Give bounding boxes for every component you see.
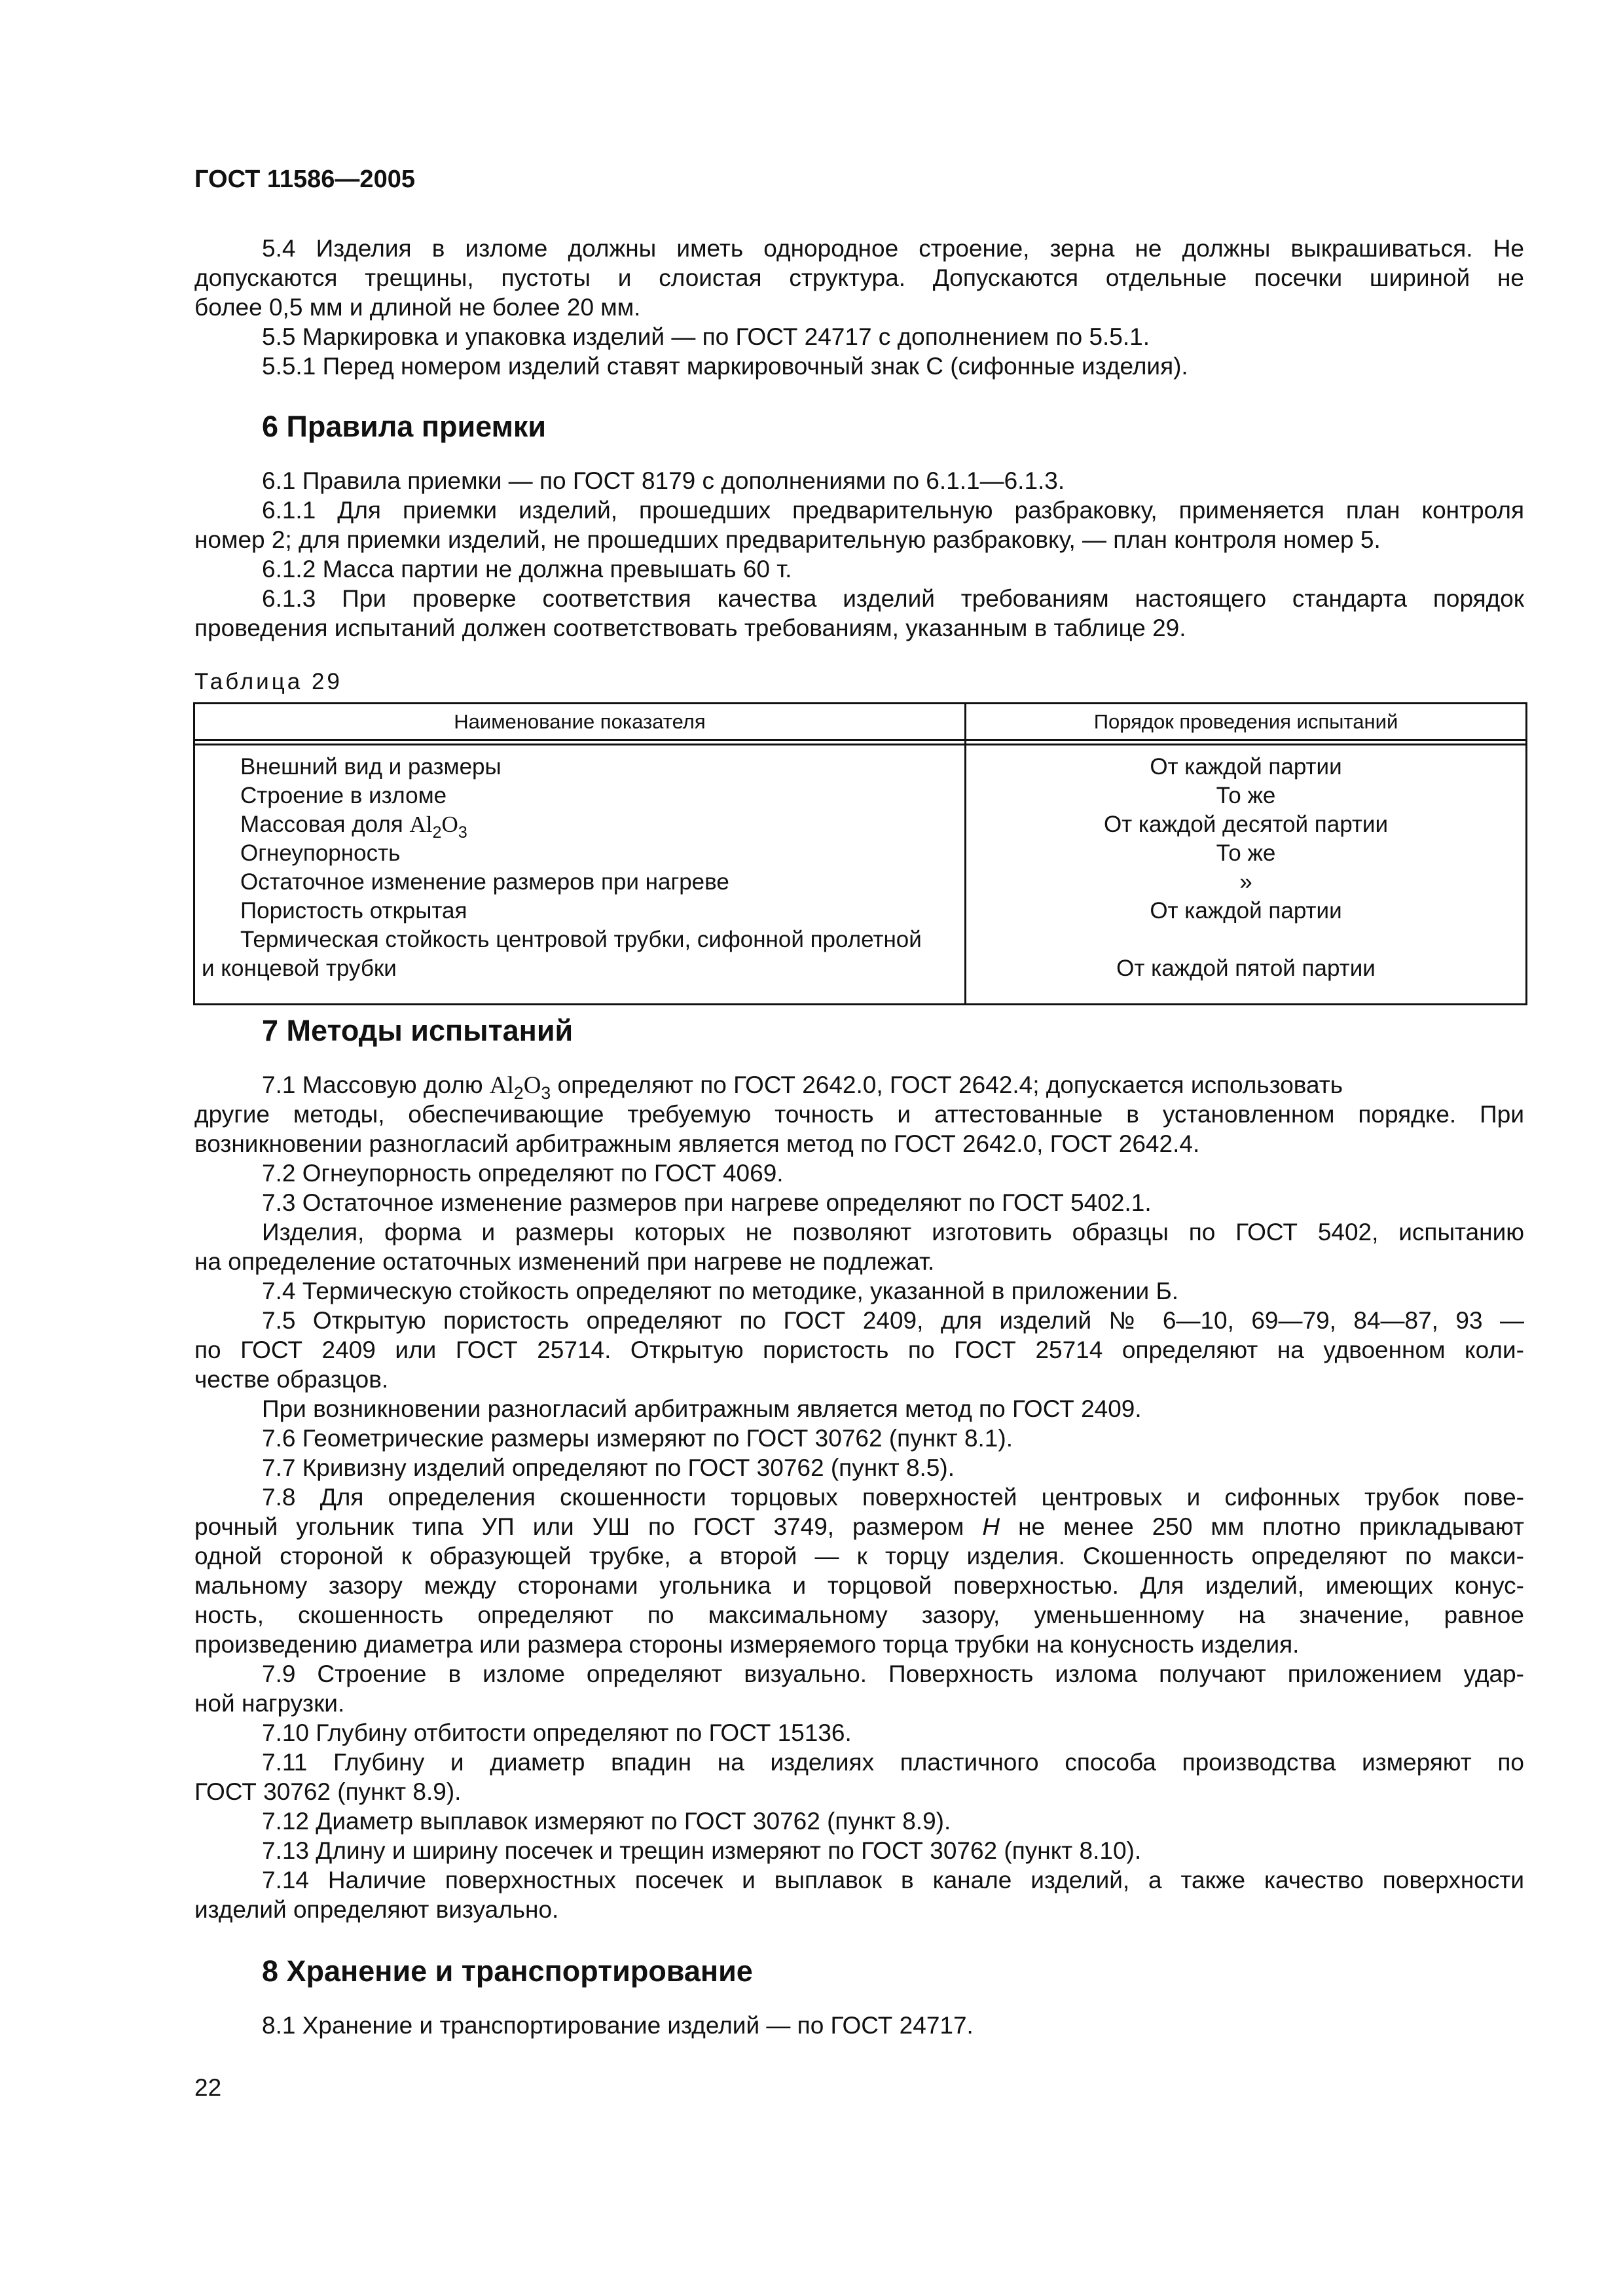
- table-right-border: [1525, 702, 1527, 1005]
- table-row-3-name-text: Массовая доля: [240, 812, 410, 837]
- paragraph-7-11-line1: 7.11 Глубину и диаметр впадин на изделиях пластичного способа производства измеряют по: [262, 1749, 1524, 1776]
- paragraph-7-8-text-b: не менее 250 мм плотно прикладывают: [1000, 1513, 1524, 1540]
- paragraph-7-12: 7.12 Диаметр выплавок измеряют по ГОСТ 30762 (пункт 8.9).: [262, 1808, 951, 1835]
- table-top-border: [193, 702, 1527, 704]
- paragraph-6-1-2: 6.1.2 Масса партии не должна превышать 60 т.: [262, 556, 792, 583]
- paragraph-7-8-line1: 7.8 Для определения скошенности торцовых поверхностей центровых и сифонных трубок пове-: [262, 1484, 1524, 1511]
- paragraph-7-8-line3: одной стороной к образующей трубке, а второй — к торцу изделия. Скошенность определяют по макси-: [194, 1543, 1524, 1570]
- paragraph-7-8-line2: [194, 1513, 1524, 1541]
- paragraph-7-13: 7.13 Длину и ширину посечек и трещин измеряют по ГОСТ 30762 (пункт 8.10).: [262, 1837, 1142, 1864]
- paragraph-7-3: 7.3 Остаточное изменение размеров при нагреве определяют по ГОСТ 5402.1.: [262, 1189, 1152, 1216]
- paragraph-7-14-line2: изделий определяют визуально.: [194, 1896, 559, 1923]
- table-row-5-order: »: [1239, 869, 1252, 895]
- table-row-3-order: От каждой десятой партии: [1103, 812, 1389, 837]
- paragraph-7-5-line2: по ГОСТ 2409 или ГОСТ 25714. Открытую пористость по ГОСТ 25714 определяют на удвоенном коли-: [194, 1336, 1524, 1363]
- paragraph-7-4: 7.4 Термическую стойкость определяют по методике, указанной в приложении Б.: [262, 1278, 1179, 1304]
- paragraph-7-1-line1: [262, 1071, 1343, 1102]
- paragraph-7-5-note: При возникновении разногласий арбитражным является метод по ГОСТ 2409.: [262, 1395, 1142, 1422]
- paragraph-7-1-line2: другие методы, обеспечивающие требуемую точность и аттестованные в установленном порядке. При: [194, 1101, 1524, 1128]
- table-row-3-name: [240, 810, 467, 841]
- chem-o: O: [523, 1072, 541, 1099]
- table-caption: Таблица 29: [194, 669, 342, 694]
- chem-al: Al: [489, 1072, 514, 1099]
- paragraph-7-14-line1: 7.14 Наличие поверхностных посечек и выплавок в канале изделий, а также качество поверхности: [262, 1867, 1524, 1893]
- table-header-order: Порядок проведения испытаний: [1093, 710, 1398, 733]
- table-row-4-order: То же: [1216, 840, 1276, 866]
- section-7-heading: 7 Методы испытаний: [262, 1014, 574, 1047]
- paragraph-7-7: 7.7 Кривизну изделий определяют по ГОСТ 30762 (пункт 8.5).: [262, 1454, 955, 1481]
- chem-al: Al: [409, 812, 433, 837]
- table-header-divider-2: [193, 744, 1527, 745]
- paragraph-5-4-line2: допускаются трещины, пустоты и слоистая структура. Допускаются отдельные посечки шириной не: [194, 264, 1524, 291]
- table-29: [193, 702, 1527, 1005]
- paragraph-5-5: 5.5 Маркировка и упаковка изделий — по ГОСТ 24717 с дополнением по 5.5.1.: [262, 323, 1150, 350]
- page-number: 22: [194, 2074, 222, 2101]
- paragraph-7-8-line4: мальному зазору между сторонами угольника и торцовой поверхностью. Для изделий, имеющих конус-: [194, 1572, 1524, 1599]
- section-8-heading: 8 Хранение и транспортирование: [262, 1954, 753, 1988]
- paragraph-7-5-line3: честве образцов.: [194, 1366, 389, 1393]
- chem-subscript-2: 2: [513, 1083, 524, 1103]
- paragraph-7-9-line1: 7.9 Строение в изломе определяют визуально. Поверхность излома получают приложением удар-: [262, 1660, 1524, 1687]
- table-header-indicator: Наименование показателя: [454, 710, 706, 733]
- paragraph-7-3-note-line2: на определение остаточных изменений при нагреве не подлежат.: [194, 1248, 935, 1275]
- paragraph-7-1-text-a: 7.1 Массовую долю: [262, 1071, 490, 1098]
- paragraph-7-3-note-line1: Изделия, форма и размеры которых не позволяют изготовить образцы по ГОСТ 5402, испытанию: [262, 1219, 1524, 1246]
- paragraph-7-8-line5: ность, скошенность определяют по максимальному зазору, уменьшенному на значение, равное: [194, 1602, 1524, 1628]
- table-row-5-name: Остаточное изменение размеров при нагреве: [240, 869, 729, 895]
- table-row-4-name: Огнеупорность: [240, 840, 401, 866]
- paragraph-6-1-3-line2: проведения испытаний должен соответствовать требованиям, указанным в таблице 29.: [194, 615, 1186, 641]
- paragraph-7-1-line3: возникновении разногласий арбитражным является метод по ГОСТ 2642.0, ГОСТ 2642.4.: [194, 1130, 1200, 1157]
- table-left-border: [193, 702, 195, 1005]
- paragraph-7-8-line6: произведению диаметра или размера стороны измеряемого торца трубки на конусность изделия.: [194, 1631, 1300, 1658]
- table-row-1-order: От каждой партии: [1150, 754, 1342, 780]
- table-row-7-name-line2: и концевой трубки: [202, 956, 397, 981]
- paragraph-5-4-line3: более 0,5 мм и длиной не более 20 мм.: [194, 294, 641, 321]
- table-bottom-border: [193, 1003, 1527, 1005]
- paragraph-6-1-1-line2: номер 2; для приемки изделий, не прошедших предварительную разбраковку, — план контроля номер 5.: [194, 526, 1381, 553]
- table-row-2-order: То же: [1216, 783, 1276, 808]
- paragraph-7-11-line2: ГОСТ 30762 (пункт 8.9).: [194, 1778, 462, 1805]
- symbol-h: H: [982, 1513, 1000, 1540]
- paragraph-6-1-3-line1: 6.1.3 При проверке соответствия качества изделий требованиям настоящего стандарта порядок: [262, 585, 1524, 612]
- chem-subscript-3: 3: [541, 1083, 551, 1103]
- table-row-6-order: От каждой партии: [1150, 898, 1342, 924]
- table-row-7-name-line1: Термическая стойкость центровой трубки, сифонной пролетной: [240, 927, 922, 952]
- paragraph-7-8-text-a: рочный угольник типа УП или УШ по ГОСТ 3749, размером: [194, 1513, 983, 1540]
- paragraph-6-1: 6.1 Правила приемки — по ГОСТ 8179 с дополнениями по 6.1.1—6.1.3.: [262, 467, 1065, 494]
- paragraph-7-5-line1: 7.5 Открытую пористость определяют по ГОСТ 2409, для изделий № 6—10, 69—79, 84—87, 93 —: [262, 1307, 1524, 1334]
- chem-subscript-2: 2: [432, 823, 442, 842]
- paragraph-7-10: 7.10 Глубину отбитости определяют по ГОСТ 15136.: [262, 1719, 852, 1746]
- section-6-heading: 6 Правила приемки: [262, 410, 547, 443]
- chem-o: O: [441, 812, 458, 837]
- paragraph-6-1-1-line1: 6.1.1 Для приемки изделий, прошедших предварительную разбраковку, применяется план контроля: [262, 497, 1524, 524]
- table-row-7-order: От каждой пятой партии: [1116, 956, 1376, 981]
- table-header-divider-1: [193, 739, 1527, 741]
- table-row-1-name: Внешний вид и размеры: [240, 754, 501, 780]
- table-row-6-name: Пористость открытая: [240, 898, 467, 924]
- paragraph-5-5-1: 5.5.1 Перед номером изделий ставят маркировочный знак С (сифонные изделия).: [262, 353, 1188, 380]
- paragraph-7-1-text-b: определяют по ГОСТ 2642.0, ГОСТ 2642.4; допускается использовать: [551, 1071, 1343, 1098]
- chem-subscript-3: 3: [458, 823, 467, 842]
- document-code: ГОСТ 11586—2005: [194, 166, 415, 193]
- paragraph-7-6: 7.6 Геометрические размеры измеряют по ГОСТ 30762 (пункт 8.1).: [262, 1425, 1013, 1452]
- paragraph-5-4-line1: 5.4 Изделия в изломе должны иметь однородное строение, зерна не должны выкрашиваться. Не: [262, 235, 1524, 262]
- paragraph-7-2: 7.2 Огнеупорность определяют по ГОСТ 4069.: [262, 1160, 784, 1187]
- paragraph-7-9-line2: ной нагрузки.: [194, 1690, 345, 1717]
- paragraph-8-1: 8.1 Хранение и транспортирование изделий — по ГОСТ 24717.: [262, 2012, 974, 2039]
- table-row-2-name: Строение в изломе: [240, 783, 447, 808]
